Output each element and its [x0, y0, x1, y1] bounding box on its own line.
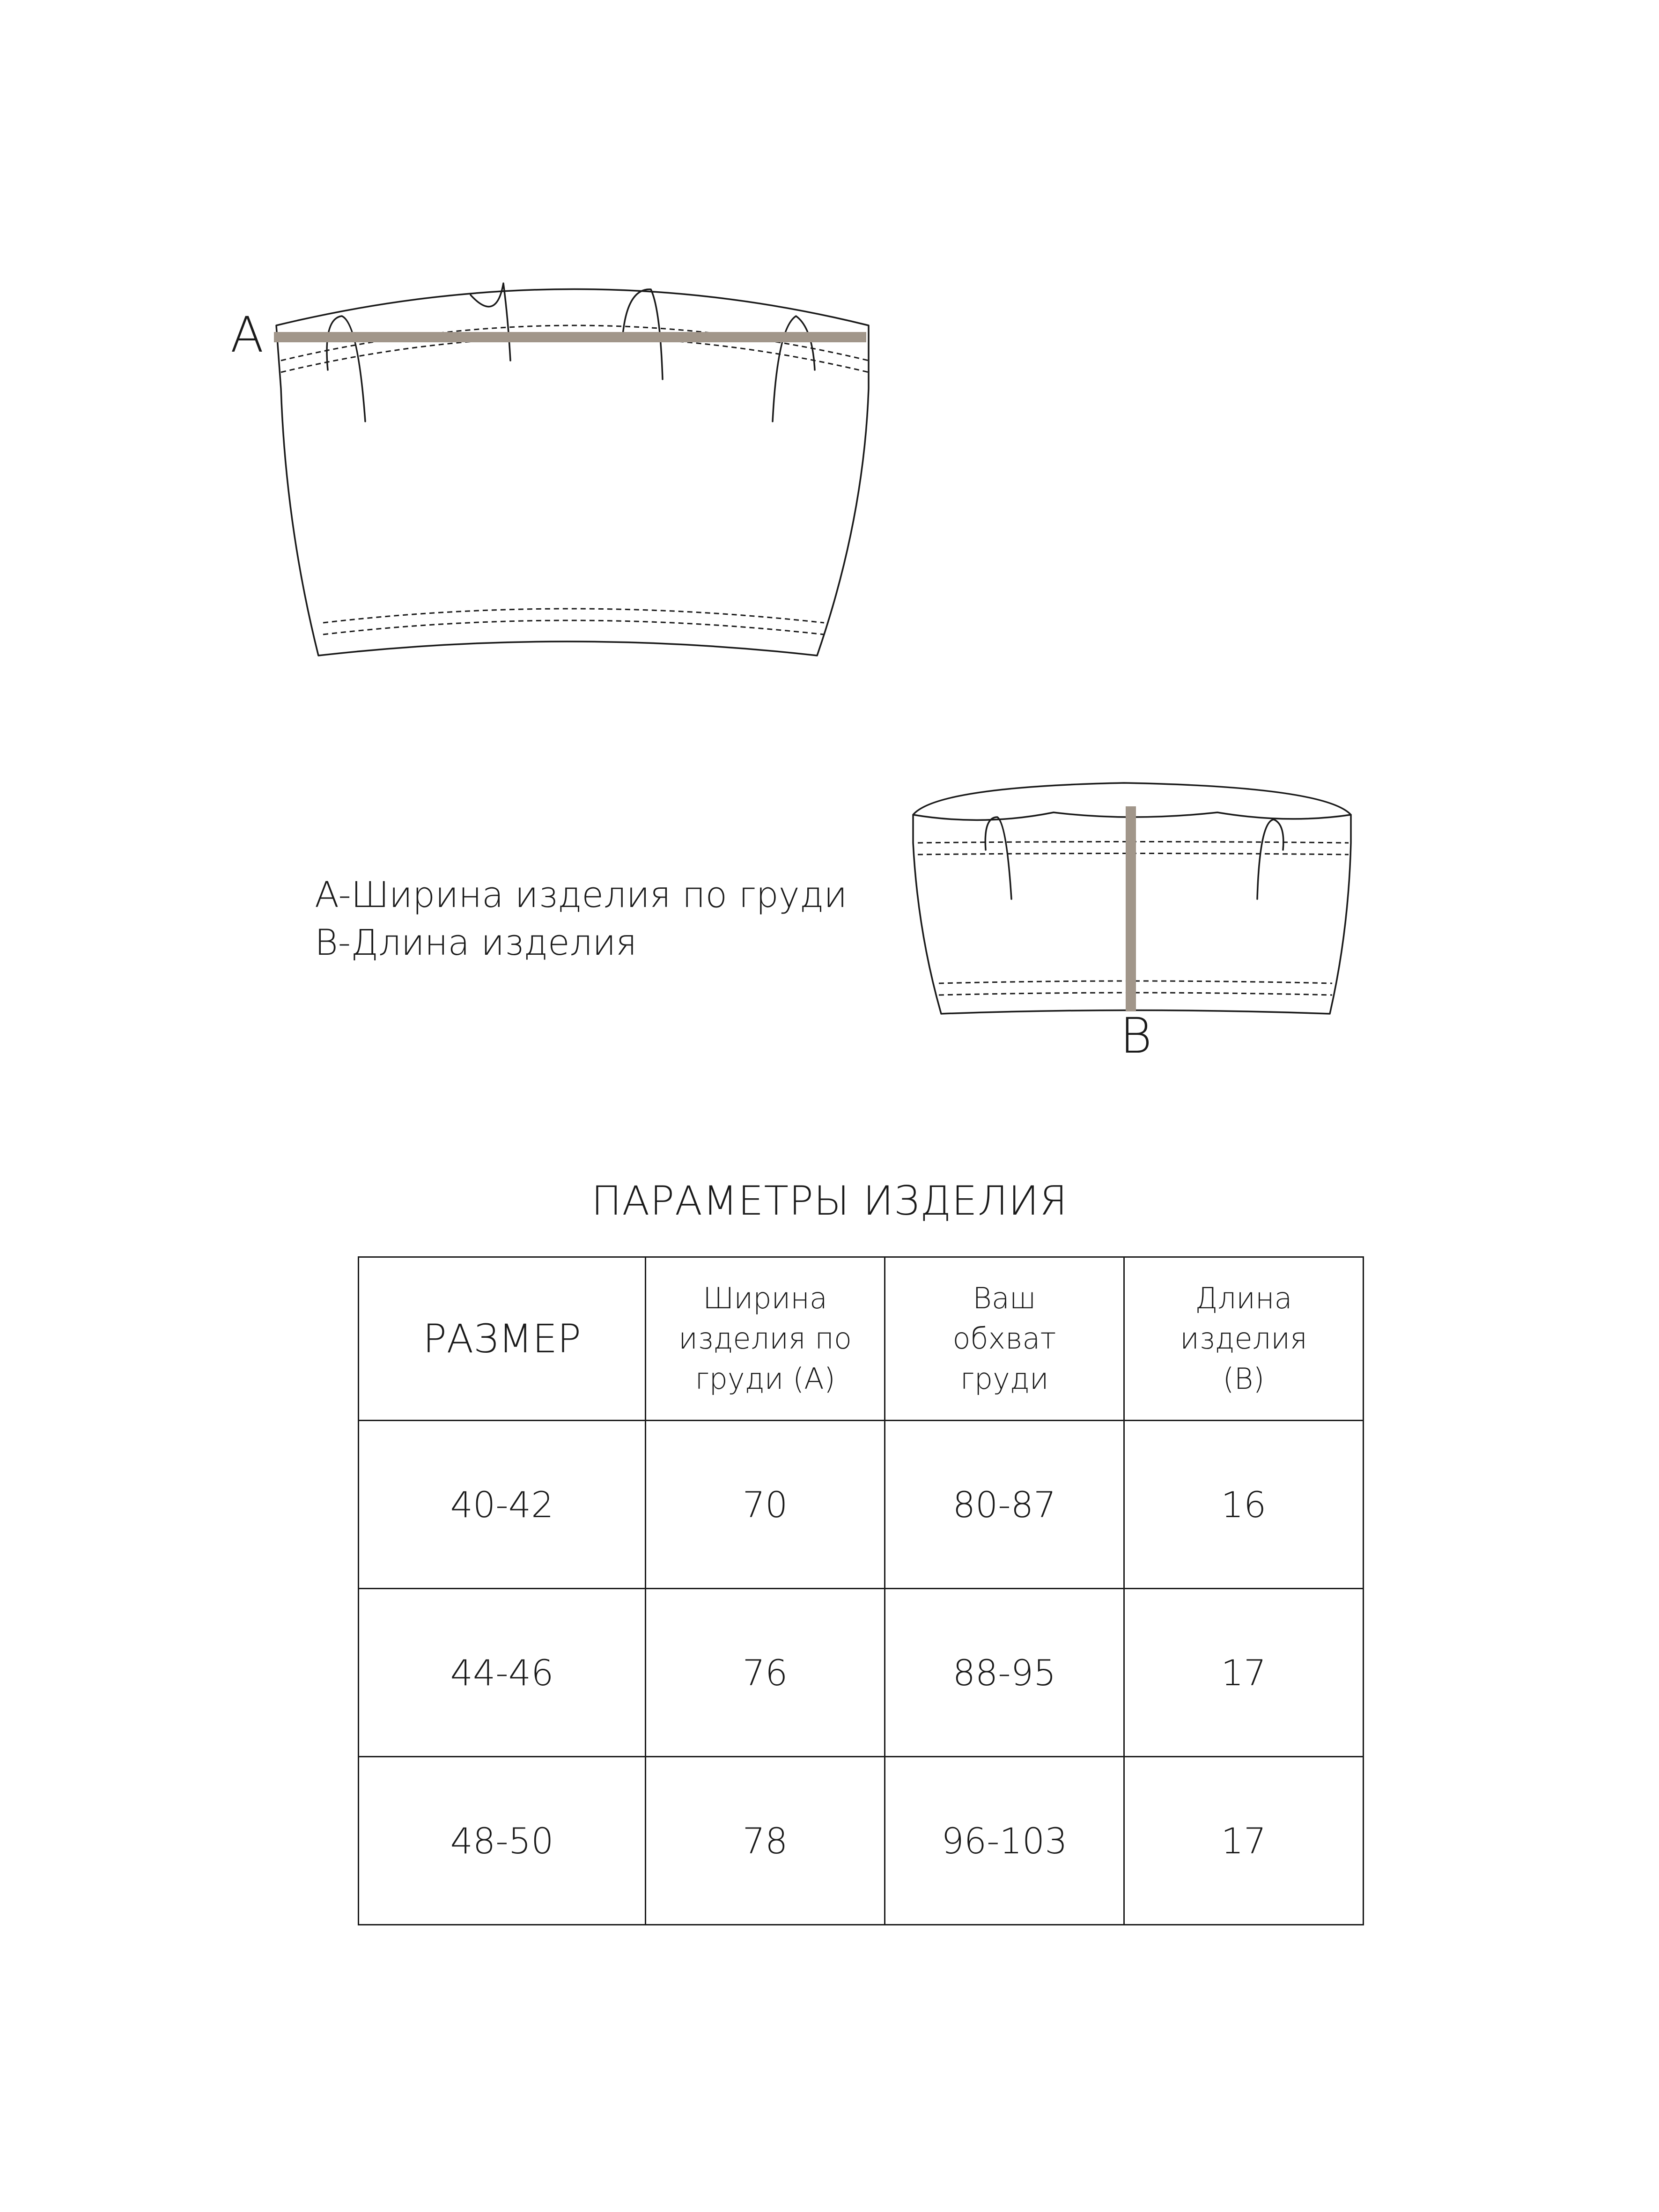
- header-bust-girth: [885, 1257, 1124, 1421]
- back-dart-1: [985, 817, 1011, 899]
- cell-chest-width: 78: [646, 1757, 885, 1925]
- cell-bust-girth: 80-87: [885, 1421, 1124, 1589]
- table-row: [359, 1589, 1364, 1757]
- header-bust-girth-line2: обхват: [952, 1321, 1056, 1356]
- size-parameters-table: [358, 1256, 1364, 1925]
- table-row: [359, 1757, 1364, 1925]
- header-length: [1124, 1257, 1364, 1421]
- header-length-line3: (B): [1223, 1362, 1265, 1396]
- cell-size: 44-46: [359, 1589, 646, 1757]
- header-chest-width-line2: изделия по: [678, 1321, 852, 1356]
- table-row: [359, 1421, 1364, 1589]
- legend-item-b: B-Длина изделия: [315, 922, 637, 963]
- marker-b: B: [1120, 1007, 1152, 1064]
- header-size: [359, 1257, 646, 1421]
- cell-size: 48-50: [359, 1757, 646, 1925]
- back-dart-2: [1257, 819, 1283, 899]
- header-bust-girth-line1: Ваш: [973, 1281, 1036, 1315]
- header-length-line2: изделия: [1180, 1321, 1307, 1356]
- cell-chest-width: 70: [646, 1421, 885, 1589]
- cell-bust-girth: 88-95: [885, 1589, 1124, 1757]
- marker-a: A: [230, 306, 264, 363]
- header-bust-girth-line3: груди: [960, 1362, 1049, 1396]
- header-chest-width-line3: груди (А): [695, 1362, 835, 1396]
- table-title: ПАРАМЕТРЫ ИЗДЕЛИЯ: [591, 1178, 1068, 1224]
- legend-item-a: A-Ширина изделия по груди: [315, 874, 848, 915]
- measurement-legend: [315, 871, 847, 966]
- header-length-line1: Длина: [1195, 1281, 1292, 1315]
- cell-size: 40-42: [359, 1421, 646, 1589]
- table-header-row: [359, 1257, 1364, 1421]
- cell-length: 17: [1124, 1589, 1364, 1757]
- cell-bust-girth: 96-103: [885, 1757, 1124, 1925]
- header-chest-width-line1: Ширина: [703, 1281, 827, 1315]
- header-size-label: РАЗМЕР: [423, 1316, 581, 1362]
- cell-length: 16: [1124, 1421, 1364, 1589]
- cell-chest-width: 76: [646, 1589, 885, 1757]
- header-chest-width: [646, 1257, 885, 1421]
- cell-length: 17: [1124, 1757, 1364, 1925]
